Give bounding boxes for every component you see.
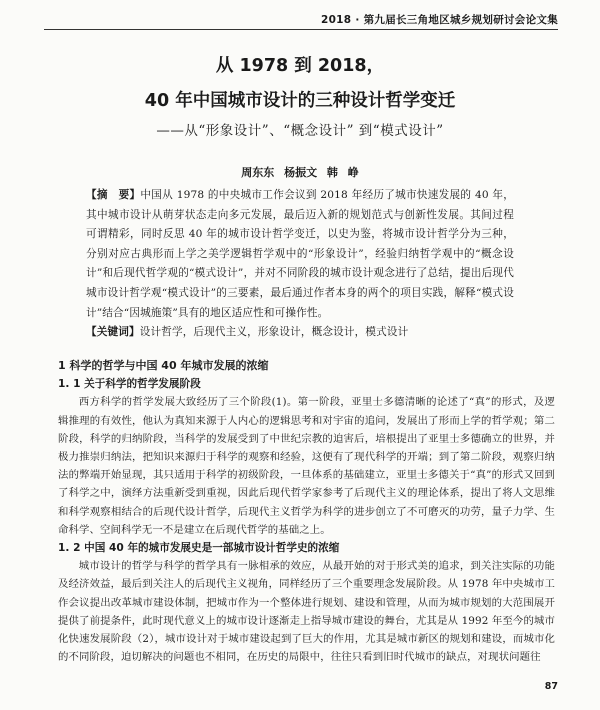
section-1-2-heading: 1. 2 中国 40 年的城市发展史是一部城市设计哲学史的浓缩 (58, 542, 340, 555)
keywords-label: 【关键词】 (86, 326, 140, 339)
paper-title-line-1: 从 1978 到 2018， (215, 56, 385, 76)
authors: 周东东 杨振文 韩 峥 (241, 166, 359, 179)
section-1-1-paragraph: 西方科学的哲学发展大致经历了三个阶段(1)。第一阶段，亚里士多德清晰的论述了“真”的形式，及逻辑推理的有效性，他认为真知来源于人内心的逻辑思考和对宇宙的追问，发展出了形而上学的哲学观；第二阶段，科学的归纳阶段，当科学的发展受到了中世纪宗教的迫害后，培根提出了亚里士多德确立的世界，并极力推崇归纳法，把知识来源归于科学的观察和经验，这便有了现代科学的开端；到了第二阶段，观察归纳法的弊端开始显现，其只适用于科学的初级阶段，一旦体系的基础建立，亚里士多德关于“真”的形式又回到了科学之中，演绎方法重新受到重视，因此后现代哲学家参考了后现代主义的理论体系，提出了将人文思维和科学观察相结合的后现代设计哲学，后现代主义哲学为科学的进步创立了不可磨灭的功劳，量子力学、生命科学、空间科学无一不是建立在后现代哲学的基础之上。 (58, 396, 555, 536)
abstract-text: 中国从 1978 的中央城市工作会议到 2018 年经历了城市快速发展的 40 年，其中城市设计从萌芽状态走向多元发展，最后迈入新的规划范式与创新性发展。其间过程可谓精彩，同时反思 40 年的城市设计哲学变迁，以史为鉴，将城市设计哲学分为三种，分别对应古典形而上学之美学逻辑哲学观中的“形象设计”，经验归纳哲学观中的“概念设计”和后现代哲学观的“模式设计”，并对不同阶段的城市设计观念进行了总结，提出后现代城市设计哲学观“模式设计”的三要素，最后通过作者本身的两个的项目实践，解释“模式设计”结合“因城施策”具有的地区适应性和可操作性。 (86, 189, 514, 319)
page-number: 87 (544, 681, 558, 692)
keywords-text: 设计哲学，后现代主义，形象设计，概念设计，模式设计 (139, 326, 409, 339)
abstract-block (86, 186, 514, 343)
body-text (58, 357, 555, 666)
paper-subtitle: ——从“形象设计”、“概念设计” 到“模式设计” (156, 123, 444, 139)
abstract-label: 【摘 要】 (86, 189, 141, 201)
section-1-heading: 1 科学的哲学与中国 40 年城市发展的浓缩 (58, 359, 269, 372)
running-header (44, 10, 558, 30)
section-1-1-heading: 1. 1 关于科学的哲学发展阶段 (58, 378, 201, 391)
header-title: 2018 · 第九届长三角地区城乡规划研讨会论文集 (320, 14, 558, 26)
paper-title-line-2: 40 年中国城市设计的三种设计哲学变迁 (144, 91, 456, 111)
section-1-2-paragraph: 城市设计的哲学与科学的哲学具有一脉相承的效应，从最开始的对于形式美的追求，到关注实际的功能及经济效益，最后到关注人的后现代主义视角，同样经历了三个重要理念发展阶段。从 1978 年中央城市工作会议提出改革城市建设体制，把城市作为一个整体进行规划、建设和管理，从而为城市规划的大范围展开提供了前提条件，此时现代意义上的城市设计逐渐走上指导城市建设的舞台，尤其是从 1992 年至今的城市化快速发展阶段（2），城市设计对于城市建设起到了巨大的作用，尤其是城市新区的规划和建设，而城市化的不同阶段，迫切解决的问题也不相同，在历史的局限中，往往只看到旧时代城市的缺点，对现状问题往 (58, 560, 555, 664)
keywords-line (86, 323, 514, 343)
